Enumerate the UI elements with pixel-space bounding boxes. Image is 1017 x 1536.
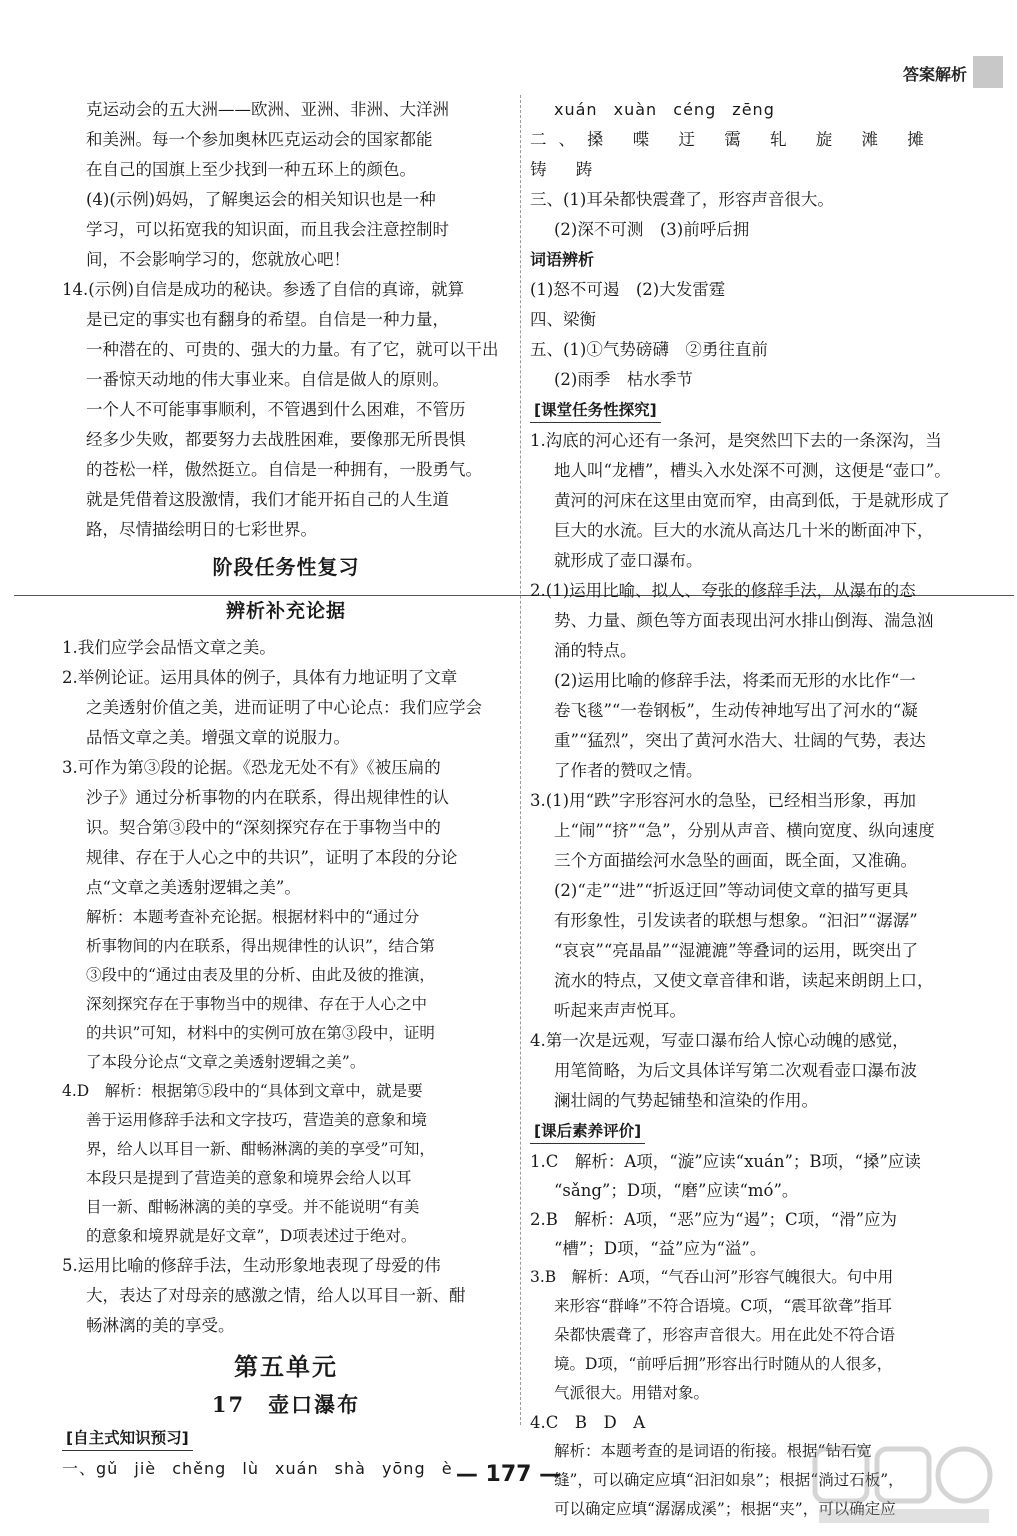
answer-5-line: 大，表达了对母亲的感激之情，给人以耳目一新、酣 xyxy=(86,1286,466,1305)
header-tag: 答案解析 xyxy=(902,65,967,84)
answer-five-2: (2)雨季 枯水季节 xyxy=(554,370,693,389)
answer-3-line: 规律、存在于人心之中的共识”，证明了本段的分论 xyxy=(86,848,458,867)
eval-answer-3-line: 3.B 解析：A项，“气吞山河”形容气魄很大。句中用 xyxy=(530,1268,894,1286)
answer-14-line: 14.(示例)自信是成功的秘诀。参透了自信的真谛，就算 xyxy=(62,280,465,299)
class-answer-2 xyxy=(530,576,976,786)
eval-answer-4: 4.C B D A xyxy=(530,1413,646,1432)
pinyin-line-1: 一、gǔ jiè chěng lù xuán shà yōng è xyxy=(62,1459,453,1478)
q13-part4-1: (4)(示例)妈妈，了解奥运会的相关知识也是一种 xyxy=(86,190,436,209)
eval-answer-2-line: “槽”；D项，“益”应为“溢”。 xyxy=(554,1239,767,1258)
answer-4 xyxy=(62,1077,510,1251)
answer-14 xyxy=(62,275,510,545)
answer-five-1: 五、(1)①气势磅礴 ②勇往直前 xyxy=(530,340,768,359)
answer-4-line: 本段只是提到了营造美的意象和境界会给人以耳 xyxy=(86,1169,412,1187)
class-answer-4-line: 澜壮阔的气势起铺垫和渲染的作用。 xyxy=(554,1091,818,1110)
answer-14-line: 路，尽情描绘明日的七彩世界。 xyxy=(86,520,317,539)
answer-5 xyxy=(62,1251,510,1341)
chars-answer: 二、搡 喋 迂 霭 轧 旋 滩 摊 铸 踌 xyxy=(530,130,936,179)
class-tag: [ 课堂任务性探究 ] xyxy=(530,398,661,423)
class-answer-3 xyxy=(530,786,976,1026)
unit-title: 第五单元 xyxy=(234,1352,338,1381)
eval-answer-3-line: 境。D项，“前呼后拥”形容出行时随从的人很多， xyxy=(554,1355,893,1373)
q13-text-1: 克运动会的五大洲——欧洲、亚洲、非洲、大洋洲 xyxy=(86,100,449,119)
answer-4-line: 界，给人以耳目一新、酣畅淋漓的美的享受”可知， xyxy=(86,1140,435,1158)
answer-14-line: 的苍松一样，傲然挺立。自信是一种拥有，一股勇气。 xyxy=(86,460,482,479)
eval-answer-3-line: 朵都快震聋了，形容声音很大。用在此处不符合语 xyxy=(554,1326,896,1344)
analysis-line: 深刻探究存在于事物当中的规律、存在于人心之中 xyxy=(86,995,428,1013)
answer-5-line: 畅淋漓的美的享受。 xyxy=(86,1316,235,1335)
header-marker xyxy=(973,56,1003,88)
class-answer-4 xyxy=(530,1026,976,1116)
class-answer-3-line: 三个方面描绘河水急坠的画面，既全面，又准确。 xyxy=(554,851,917,870)
class-answer-3-line: (2)“走”“进”“折返迂回”等动词使文章的描写更具 xyxy=(554,881,909,900)
left-column xyxy=(62,95,510,1484)
class-answer-2-line: 势、力量、颜色等方面表现出河水排山倒海、湍急汹 xyxy=(554,611,934,630)
class-answer-2-line: 2.(1)运用比喻、拟人、夸张的修辞手法，从瀑布的态 xyxy=(530,581,916,600)
analysis-line: 解析：本题考查补充论据。根据材料中的“通过分 xyxy=(86,908,420,926)
answer-three-2: (2)深不可测 (3)前呼后拥 xyxy=(554,220,750,239)
analysis-line: 可以确定应填“潺潺成溪”；根据“夹”，可以确定应 xyxy=(554,1500,896,1518)
analysis-line: 的共识”可知，材料中的实例可放在第③段中，证明 xyxy=(86,1024,435,1042)
answer-3-line: 识。契合第③段中的“深刻探究存在于事物当中的 xyxy=(86,818,441,837)
preview-tag: [ 自主式知识预习 ] xyxy=(62,1426,193,1451)
class-answer-4-line: 4.第一次是远观，写壶口瀑布给人惊心动魄的感觉， xyxy=(530,1031,909,1050)
answer-four: 四、梁衡 xyxy=(530,310,596,329)
eval-answer-1 xyxy=(530,1147,976,1205)
class-answer-1 xyxy=(530,426,976,576)
class-answer-1-line: 黄河的河床在这里由宽而窄，由高到低，于是就形成了 xyxy=(554,491,950,510)
class-answer-1-line: 巨大的水流。巨大的水流从高达几十米的断面冲下， xyxy=(554,521,934,540)
answer-2 xyxy=(62,663,510,753)
answer-4-line: 的意象和境界就是好文章”，D项表述过于绝对。 xyxy=(86,1227,417,1245)
q13-text-3: 在自己的国旗上至少找到一种五环上的颜色。 xyxy=(86,160,416,179)
eval-answer-2 xyxy=(530,1205,976,1263)
answer-4-line: 目一新、酣畅淋漓的美的享受。并不能说明“有美 xyxy=(86,1198,420,1216)
class-answer-2-line: 涌的特点。 xyxy=(554,641,637,660)
answer-5-line: 5.运用比喻的修辞手法，生动形象地表现了母爱的伟 xyxy=(62,1256,441,1275)
section-subtitle: 辨析补充论据 xyxy=(225,600,346,622)
answer-3-line: 点“文章之美透射逻辑之美”。 xyxy=(86,878,301,897)
class-answer-2-line: 卷飞毯”“一卷钢板”，生动传神地写出了河水的“凝 xyxy=(554,701,918,720)
answer-2-line: 之美透射价值之美，进而证明了中心论点：我们应学会 xyxy=(86,698,482,717)
class-answer-3-line: 流水的特点，又使文章音律和谐，读起来朗朗上口， xyxy=(554,971,934,990)
analysis-line: 析事物间的内在联系，得出规律性的认识”，结合第 xyxy=(86,937,435,955)
class-answer-3-line: 3.(1)用“跌”字形容河水的急坠，已经相当形象，再加 xyxy=(530,791,916,810)
class-answer-3-line: “哀哀”“亮晶晶”“湿漉漉”等叠词的运用，既突出了 xyxy=(554,941,919,960)
watermark-logo xyxy=(809,1443,999,1528)
class-answer-2-line: (2)运用比喻的修辞手法，将柔而无形的水比作“一 xyxy=(554,671,916,690)
answer-1: 1.我们应学会品悟文章之美。 xyxy=(62,638,276,657)
answer-14-line: 就是凭借着这股激情，我们才能开拓自己的人生道 xyxy=(86,490,449,509)
word-analysis-answer: (1)怒不可遏 (2)大发雷霆 xyxy=(530,280,726,299)
class-answer-2-line: 了作者的赞叹之情。 xyxy=(554,761,703,780)
pinyin-line-2: xuán xuàn céng zēng xyxy=(554,100,775,119)
lesson-title: 17 壶口瀑布 xyxy=(211,1392,361,1417)
q13-part4-2: 学习，可以拓宽我的知识面，而且我会注意控制时 xyxy=(86,220,449,239)
answer-14-line: 经多少失败，都要努力去战胜困难，要像那无所畏惧 xyxy=(86,430,466,449)
answer-14-line: 一种潜在的、可贵的、强大的力量。有了它，就可以干出 xyxy=(86,340,499,359)
word-analysis-heading: 词语辨析 xyxy=(530,250,595,269)
analysis-line: ③段中的“通过由表及里的分析、由此及彼的推演， xyxy=(86,966,435,984)
eval-answer-1-line: “sǎng”；D项，“磨”应读“mó”。 xyxy=(554,1181,799,1200)
column-divider xyxy=(520,95,521,1425)
answer-14-line: 一番惊天动地的伟大事业来。自信是做人的原则。 xyxy=(86,370,449,389)
page-number: — 177 — xyxy=(455,1462,562,1487)
answer-2-line: 2.举例论证。运用具体的例子，具体有力地证明了文章 xyxy=(62,668,458,687)
class-answer-3-line: 上“闹”“挤”“急”，分别从声音、横向宽度、纵向速度 xyxy=(554,821,935,840)
eval-answer-3-line: 气派很大。用错对象。 xyxy=(554,1384,710,1402)
right-column xyxy=(530,95,976,1524)
eval-answer-3 xyxy=(530,1263,976,1408)
eval-answer-1-line: 1.C 解析：A项，“漩”应读“xuán”；B项，“搡”应读 xyxy=(530,1152,921,1171)
answer-3 xyxy=(62,753,510,903)
answer-3-analysis xyxy=(62,903,510,1077)
class-answer-1-line: 1.沟底的河心还有一条河，是突然凹下去的一条深沟，当 xyxy=(530,431,942,450)
class-answer-1-line: 就形成了壶口瀑布。 xyxy=(554,551,703,570)
class-answer-4-line: 用笔简略，为后文具体详写第二次观看壶口瀑布波 xyxy=(554,1061,917,1080)
answer-2-line: 品悟文章之美。增强文章的说服力。 xyxy=(86,728,350,747)
analysis-line: 了本段分论点“文章之美透射逻辑之美”。 xyxy=(86,1053,366,1071)
answer-3-line: 沙子》通过分析事物的内在联系，得出规律性的认 xyxy=(86,788,449,807)
answer-4-line: 善于运用修辞手法和文字技巧，营造美的意象和境 xyxy=(86,1111,428,1129)
q13-part4-3: 间，不会影响学习的，您就放心吧！ xyxy=(86,250,350,269)
eval-answer-2-line: 2.B 解析：A项，“恶”应为“遏”；C项，“滑”应为 xyxy=(530,1210,898,1229)
answer-14-line: 是已定的事实也有翻身的希望。自信是一种力量， xyxy=(86,310,449,329)
class-answer-3-line: 有形象性，引发读者的联想与想象。“汩汩”“潺潺” xyxy=(554,911,918,930)
analysis-line: 缝”，可以确定应填“汩汩如泉”；根据“淌过石板”， xyxy=(554,1471,904,1489)
after-class-tag: [ 课后素养评价 ] xyxy=(530,1119,645,1144)
q13-text-2: 和美洲。每一个参加奥林匹克运动会的国家都能 xyxy=(86,130,433,149)
answer-14-line: 一个人不可能事事顺利，不管遇到什么困难，不管历 xyxy=(86,400,466,419)
answer-three-1: 三、(1)耳朵都快震聋了，形容声音很大。 xyxy=(530,190,834,209)
answer-3-line: 3.可作为第③段的论据。《恐龙无处不有》《被压扁的 xyxy=(62,758,441,777)
answer-4-line: 4.D 解析：根据第⑤段中的“具体到文章中，就是要 xyxy=(62,1082,423,1100)
class-answer-1-line: 地人叫“龙槽”，槽头入水处深不可测，这便是“壶口”。 xyxy=(554,461,951,480)
class-answer-3-line: 听起来声声悦耳。 xyxy=(554,1001,686,1020)
section-title: 阶段任务性复习 xyxy=(212,555,360,579)
analysis-line: 解析：本题考查的是词语的衔接。根据“钻石宽 xyxy=(554,1442,872,1460)
class-answer-2-line: 重”“猛烈”，突出了黄河水浩大、壮阔的气势，表达 xyxy=(554,731,926,750)
eval-answer-3-line: 来形容“群峰”不符合语境。C项，“震耳欲聋”指耳 xyxy=(554,1297,893,1315)
